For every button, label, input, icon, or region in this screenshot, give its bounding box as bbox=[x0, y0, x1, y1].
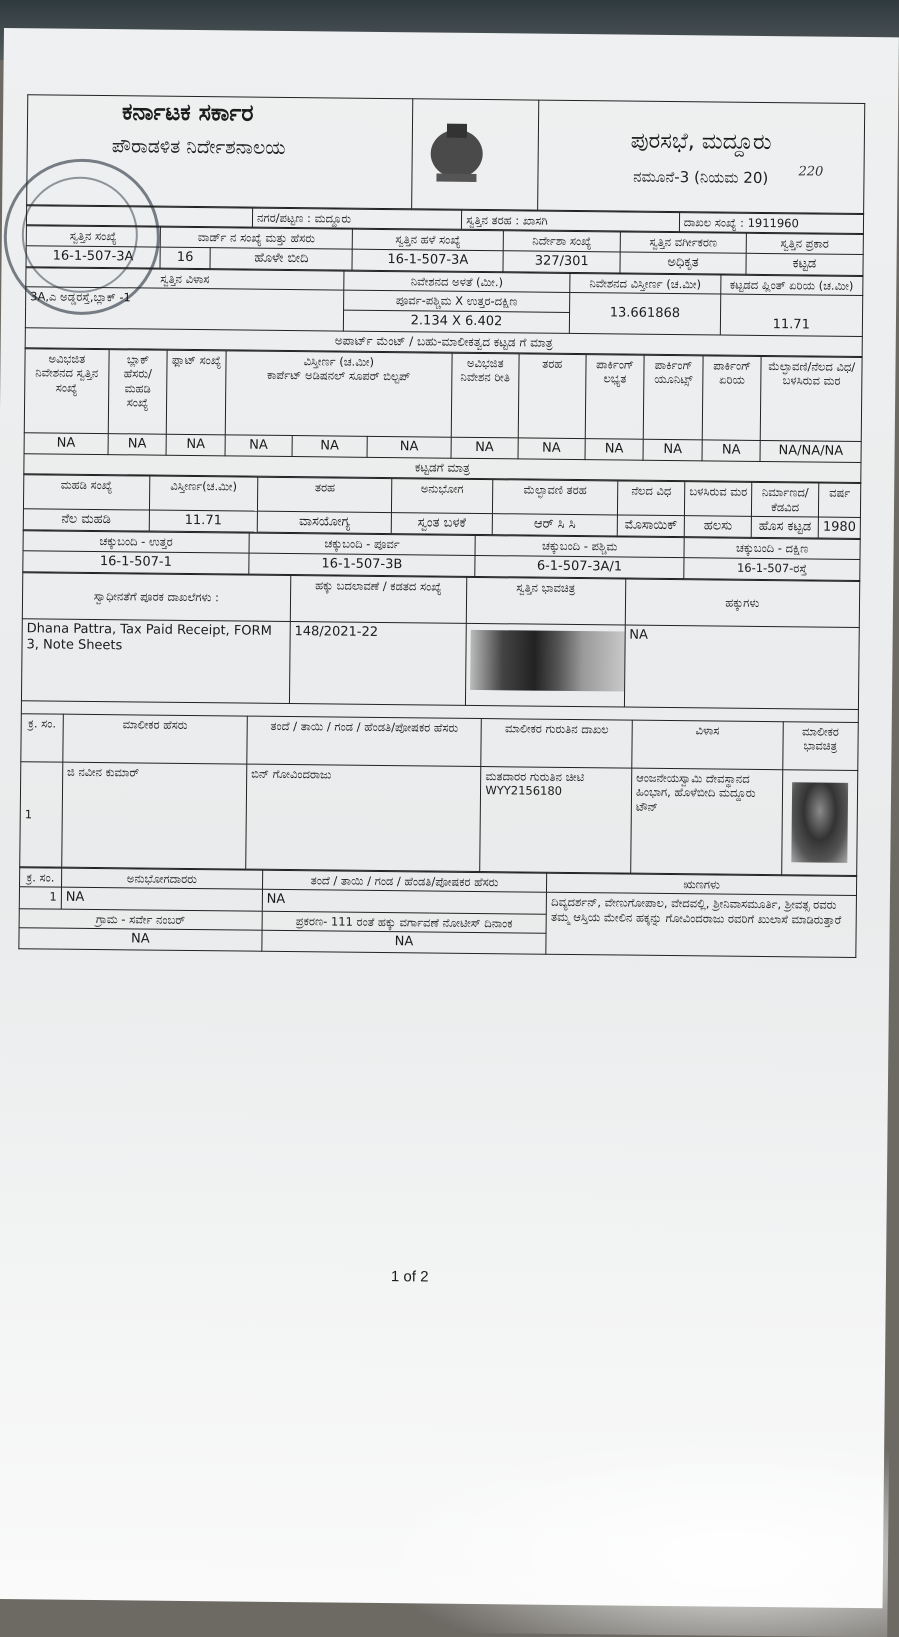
classification: ಅಧಿಕೃತ bbox=[620, 252, 746, 275]
bld-v-year: 1980 bbox=[818, 517, 860, 539]
occ-sl: 1 bbox=[19, 887, 61, 909]
owner-address: ಆಂಜನೇಯಸ್ವಾಮಿ ದೇವಸ್ಥಾನದ ಹಿಂಭಾಗ, ಹೊಳೆಬೀದಿ ಮದ್ದೂರು ಟೌನ್ bbox=[631, 768, 783, 875]
site-area-label: ನಿವೇಶನದ ವಿಸ್ತೀರ್ಣ (ಚ.ಮೀ) bbox=[570, 273, 721, 294]
docs-h-photo: ಸ್ವತ್ತಿನ ಭಾವಚಿತ್ರ bbox=[466, 577, 625, 625]
apartment-section-title: ಅಪಾರ್ಟ್ ಮೆಂಟ್ / ಬಹು-ಮಾಲೀಕತ್ವದ ಕಟ್ಟಡ ಗೆ ಮಾತ್ರ bbox=[25, 328, 863, 357]
stamp-cell bbox=[26, 206, 252, 228]
site-measure-label: ನಿವೇಶನದ ಅಳತೆ (ಮೀ.) bbox=[344, 271, 570, 293]
page-number: 1 of 2 bbox=[390, 1268, 429, 1286]
property-kind: ಸ್ವತ್ತಿನ ತರಹ : ಖಾಸಗಿ bbox=[462, 210, 680, 232]
bld-v-floor: ನೆಲ ಮಹಡಿ bbox=[23, 509, 149, 532]
old-no-label: ಸ್ವತ್ತಿನ ಹಳೆ ಸಂಖ್ಯೆ bbox=[353, 230, 504, 251]
docs-h-supporting: ಸ್ವಾಧೀನತೆಗೆ ಪೂರಕ ದಾಖಲೆಗಳು : bbox=[22, 573, 290, 622]
boundary-east: 16-1-507-3B bbox=[249, 553, 475, 577]
header-emblem bbox=[412, 99, 539, 210]
bld-h-floor: ಮಹಡಿ ಸಂಖ್ಯೆ bbox=[23, 475, 149, 510]
header-table bbox=[26, 94, 865, 214]
document-page bbox=[0, 28, 899, 1608]
apartment-table bbox=[24, 348, 863, 463]
bld-h-kind: ತರಹ bbox=[258, 477, 392, 512]
owner-id: ಮತದಾರರ ಗುರುತಿನ ಚೀಟಿ WYY2156180 bbox=[480, 766, 632, 873]
header-left bbox=[27, 95, 413, 209]
owner-photo-cell bbox=[781, 770, 857, 876]
address-label: ಸ್ವತ್ತಿನ ವಿಳಾಸ bbox=[26, 268, 344, 291]
occ-h-encumbrance: ಋಣಗಳು bbox=[547, 873, 857, 896]
owner-h-id: ಮಾಲೀಕರ ಗುರುತಿನ ದಾಖಲ bbox=[481, 718, 632, 768]
bld-v-wood: ಹಲಸು bbox=[684, 516, 751, 538]
occ-encumbrance: ದಿವ್ಯದರ್ಶನ್, ವೇಣುಗೋಪಾಲ, ವೇದವಲ್ಲಿ, ಶ್ರೀನಿವಾಸಮೂರ್ತಿ, ಶ್ರೀವತ್ಸ ರವರು ತಮ್ಮ ಆಸ್ತಿಯ ಮೇಲಿನ ಹಕ್ಕನ್ನು ಗೋವಿಂದರಾಜು ರವರಿಗೆ ಖುಲಾಸೆ ಮಾಡಿರುತ್ತಾರೆ bbox=[546, 892, 856, 957]
apt-h-area bbox=[225, 351, 452, 437]
apt-h-area-sub bbox=[230, 368, 447, 385]
apt-v-11: NA/NA/NA bbox=[760, 440, 861, 462]
occupants-table bbox=[18, 867, 857, 958]
occ-survey-value: NA bbox=[19, 928, 262, 952]
property-no: 16-1-507-3A bbox=[26, 245, 160, 268]
docs-supporting: Dhana Pattra, Tax Paid Receipt, FORM 3, Note Sheets bbox=[21, 619, 290, 704]
docs-file-no: 148/2021-22 bbox=[289, 621, 466, 705]
old-no: 16-1-507-3A bbox=[352, 249, 503, 272]
building-section-title: ಕಟ್ಟಡಗೆ ಮಾತ್ರ bbox=[23, 454, 861, 483]
occ-name: NA bbox=[61, 887, 262, 910]
boundary-west: 6-1-507-3A/1 bbox=[475, 555, 684, 578]
apt-h-roof: ಮೆಲ್ಛಾವಣಿ/ನೆಲದ ವಿಧ/ಬಳಸಿರುವ ಮರ bbox=[761, 356, 862, 441]
owner-h-photo: ಮಾಲೀಕರ ಭಾವಚಿತ್ರ bbox=[782, 722, 858, 771]
directorate-title: ಪೌರಾಡಳಿತ ನಿರ್ದೇಶನಾಲಯ bbox=[111, 134, 286, 159]
bld-h-wood: ಬಳಸಿರುವ ಮರ bbox=[685, 482, 752, 516]
property-type: ಕಟ್ಟಡ bbox=[746, 253, 863, 275]
bld-h-roof: ಮೆಲ್ಛಾವಣಿ ತರಹ bbox=[492, 480, 618, 515]
ward-no: 16 bbox=[160, 247, 210, 269]
occ-relation: NA bbox=[262, 890, 547, 914]
owner-h-name: ಮಾಲೀಕರ ಹೆಸರು bbox=[63, 714, 248, 764]
occ-survey-label: ಗ್ರಾಮ - ಸರ್ವೇ ನಂಬರ್ bbox=[19, 908, 262, 930]
docs-rights: NA bbox=[624, 625, 859, 709]
apt-v-3: NA bbox=[225, 435, 292, 457]
apt-v-4: NA bbox=[292, 436, 368, 458]
docs-photo-cell bbox=[465, 623, 625, 707]
apt-h-additional: ಅಡಿಷನಲ್ bbox=[304, 368, 346, 383]
documents-table bbox=[21, 572, 860, 710]
boundary-h-west: ಚಕ್ಕುಬಂದಿ - ಪಶ್ಚಿಮ bbox=[475, 536, 684, 558]
apt-h-kind: ತರಹ bbox=[518, 354, 586, 439]
owner-name: ಜಿ ನವೀನ ಕುಮಾರ್ bbox=[62, 762, 247, 869]
municipality-name: ಪುರಸಭೆ, ಮದ್ದೂರು bbox=[630, 128, 772, 156]
record-number: ದಾಖಲ ಸಂಖ್ಯೆ : 1911960 bbox=[679, 213, 863, 234]
apt-h-flat: ಫ್ಲಾಟ್ ಸಂಖ್ಯೆ bbox=[167, 350, 226, 435]
form-sheet bbox=[18, 94, 865, 958]
apt-h-area-title: ವಿಸ್ತೀರ್ಣ (ಚ.ಮೀ) bbox=[303, 354, 375, 369]
apt-h-parking-area: ಪಾರ್ಕಿಂಗ್ ಏರಿಯ bbox=[702, 356, 761, 441]
site-dims: 2.134 X 6.402 bbox=[343, 310, 569, 334]
occ-notice-value: NA bbox=[262, 930, 547, 954]
state-emblem-icon bbox=[416, 115, 497, 186]
apt-h-method: ಅವಿಭಜಿತ ನಿವೇಶನ ರೀತಿ bbox=[451, 353, 519, 438]
apt-v-0: NA bbox=[24, 433, 108, 455]
bld-v-kind: ವಾಸಯೋಗ್ಯ bbox=[258, 511, 392, 534]
apt-v-8: NA bbox=[585, 439, 644, 461]
boundary-north: 16-1-507-1 bbox=[23, 550, 249, 574]
bld-v-roof: ಆರ್ ಸಿ ಸಿ bbox=[492, 514, 618, 537]
city-label: ನಗರ/ಪಟ್ಟಣ : ಮದ್ದೂರು bbox=[252, 208, 461, 230]
property-photo bbox=[470, 630, 625, 692]
occ-notice-label: ಪ್ರಕರಣ- 111 ರಂತೆ ಹಕ್ಕು ವರ್ಗಾವಣೆ ನೋಟೀಸ್ ದಿನಾಂಕ bbox=[262, 911, 547, 933]
boundary-south: 16-1-507-ರಸ್ತೆ bbox=[684, 557, 860, 580]
apt-v-1: NA bbox=[108, 434, 167, 456]
bld-v-area: 11.71 bbox=[149, 510, 258, 532]
owners-table bbox=[19, 713, 859, 876]
bld-h-floor-type: ನೆಲದ ವಿಧ bbox=[618, 481, 685, 515]
occ-h-name: ಅನುಭೋಗದಾರರು bbox=[61, 868, 262, 889]
boundary-h-north: ಚಕ್ಕುಬಂದಿ - ಉತ್ತರ bbox=[23, 531, 249, 553]
address-value: 3A,ಎ ಅಡ್ಡರಸ್ತೆ,ಬ್ಲಾಕ್ -1 bbox=[25, 287, 343, 331]
address-table bbox=[25, 267, 864, 337]
handwritten-number: 220 bbox=[798, 164, 824, 180]
bld-v-built: ಹೊಸ ಕಟ್ಟಡ bbox=[751, 516, 818, 538]
owner-h-sl: ಕ್ರ. ಸಂ. bbox=[21, 714, 63, 762]
form-number: ನಮೂನೆ-3 (ನಿಯಮ 20) bbox=[633, 167, 769, 187]
classification-label: ಸ್ವತ್ತಿನ ವರ್ಗೀಕರಣ bbox=[620, 232, 746, 253]
docs-h-file: ಹಕ್ಕು ಬದಲಾವಣೆ / ಕಡತದ ಸಂಖ್ಯೆ bbox=[290, 575, 466, 623]
owner-h-address: ವಿಳಾಸ bbox=[632, 720, 783, 770]
apt-h-super: ಸೂಪರ್ ಬಿಲ್ಟಪ್ bbox=[348, 369, 411, 384]
plinth-area: 11.71 bbox=[720, 294, 863, 336]
owner-sl: 1 bbox=[20, 762, 63, 867]
survey-no: 327/301 bbox=[503, 250, 620, 272]
state-title: ಕರ್ನಾಟಕ ಸರ್ಕಾರ bbox=[121, 99, 254, 127]
apt-v-9: NA bbox=[643, 439, 702, 461]
header-right bbox=[537, 100, 865, 213]
survey-no-label: ನಿರ್ದೇಶಾ ಸಂಖ್ಯೆ bbox=[503, 231, 620, 252]
site-area: 13.661868 bbox=[569, 293, 720, 335]
apt-v-2: NA bbox=[166, 434, 225, 456]
type-label: ಸ್ವತ್ತಿನ ಪ್ರಕಾರ bbox=[746, 234, 863, 255]
apt-v-5: NA bbox=[367, 436, 451, 458]
apt-h-parking-units: ಪಾರ್ಕಿಂಗ್ ಯೂನಿಟ್ಸ್ bbox=[644, 355, 703, 440]
bld-h-built: ನಿರ್ಮಾಣದ/ ಕೆಡವಿದ bbox=[752, 483, 819, 517]
plinth-label: ಕಟ್ಟಡದ ಪ್ಲಿಂತ್ ಏರಿಯ (ಚ.ಮೀ) bbox=[720, 275, 863, 296]
ward-name: ಹೊಳೇ ಬೀದಿ bbox=[210, 247, 352, 270]
property-no-label: ಸ್ವತ್ತಿನ ಸಂಖ್ಯೆ bbox=[26, 226, 160, 247]
dims-label: ಪೂರ್ವ-ಪಶ್ಚಿಮ X ಉತ್ತರ-ದಕ್ಷಿಣ bbox=[344, 290, 570, 312]
ward-label: ವಾರ್ಡ್ ನ ಸಂಖ್ಯೆ ಮತ್ತು ಹೆಸರು bbox=[160, 228, 353, 249]
occ-h-sl: ಕ್ರ. ಸಂ. bbox=[20, 868, 62, 888]
apt-v-10: NA bbox=[702, 440, 761, 462]
apt-h-block: ಬ್ಲಾಕ್ ಹೆಸರು/ ಮಹಡಿ ಸಂಖ್ಯೆ bbox=[108, 350, 167, 435]
boundary-h-east: ಚಕ್ಕುಬಂದಿ - ಪೂರ್ವ bbox=[249, 533, 475, 555]
apt-v-6: NA bbox=[451, 437, 518, 459]
apt-v-7: NA bbox=[518, 438, 585, 460]
bld-v-floor-type: ಮೊಸಾಯಿಕ್ bbox=[617, 515, 684, 537]
bld-h-area: ವಿಸ್ತೀರ್ಣ(ಚ.ಮೀ) bbox=[149, 476, 258, 511]
boundary-h-south: ಚಕ್ಕುಬಂದಿ - ದಕ್ಷಿಣ bbox=[684, 538, 860, 559]
owner-h-relation: ತಂದೆ / ತಾಯಿ / ಗಂಡ / ಹೆಂಡತಿ/ಪೋಷಕರ ಹೆಸರು bbox=[247, 716, 482, 766]
apt-h-carpet: ಕಾರ್ಪೆಟ್ bbox=[267, 368, 302, 383]
bld-h-usage: ಅನುಭೋಗ bbox=[392, 479, 493, 514]
light-glare bbox=[367, 1432, 889, 1637]
bld-h-year: ವರ್ಷ bbox=[819, 483, 861, 517]
owner-photo bbox=[791, 782, 848, 863]
occ-h-relation: ತಂದೆ / ತಾಯಿ / ಗಂಡ / ಹೆಂಡತಿ/ಪೋಷಕರ ಹೆಸರು bbox=[262, 870, 547, 892]
apt-h-undivided: ಅವಿಭಜಿತ ನಿವೇಶನದ ಸ್ವತ್ತಿನ ಸಂಖ್ಯೆ bbox=[24, 349, 109, 434]
building-table bbox=[23, 474, 862, 539]
docs-h-rights: ಹಕ್ಕುಗಳು bbox=[625, 579, 860, 627]
apt-h-parking-avail: ಪಾರ್ಕಿಂಗ್ ಲಭ್ಯತ bbox=[585, 355, 644, 440]
owner-row bbox=[20, 762, 858, 876]
owner-relation: ಬಿನ್ ಗೋವಿಂದರಾಜು bbox=[246, 764, 481, 871]
bld-v-usage: ಸ್ವಂತ ಬಳಕೆ bbox=[391, 513, 492, 535]
